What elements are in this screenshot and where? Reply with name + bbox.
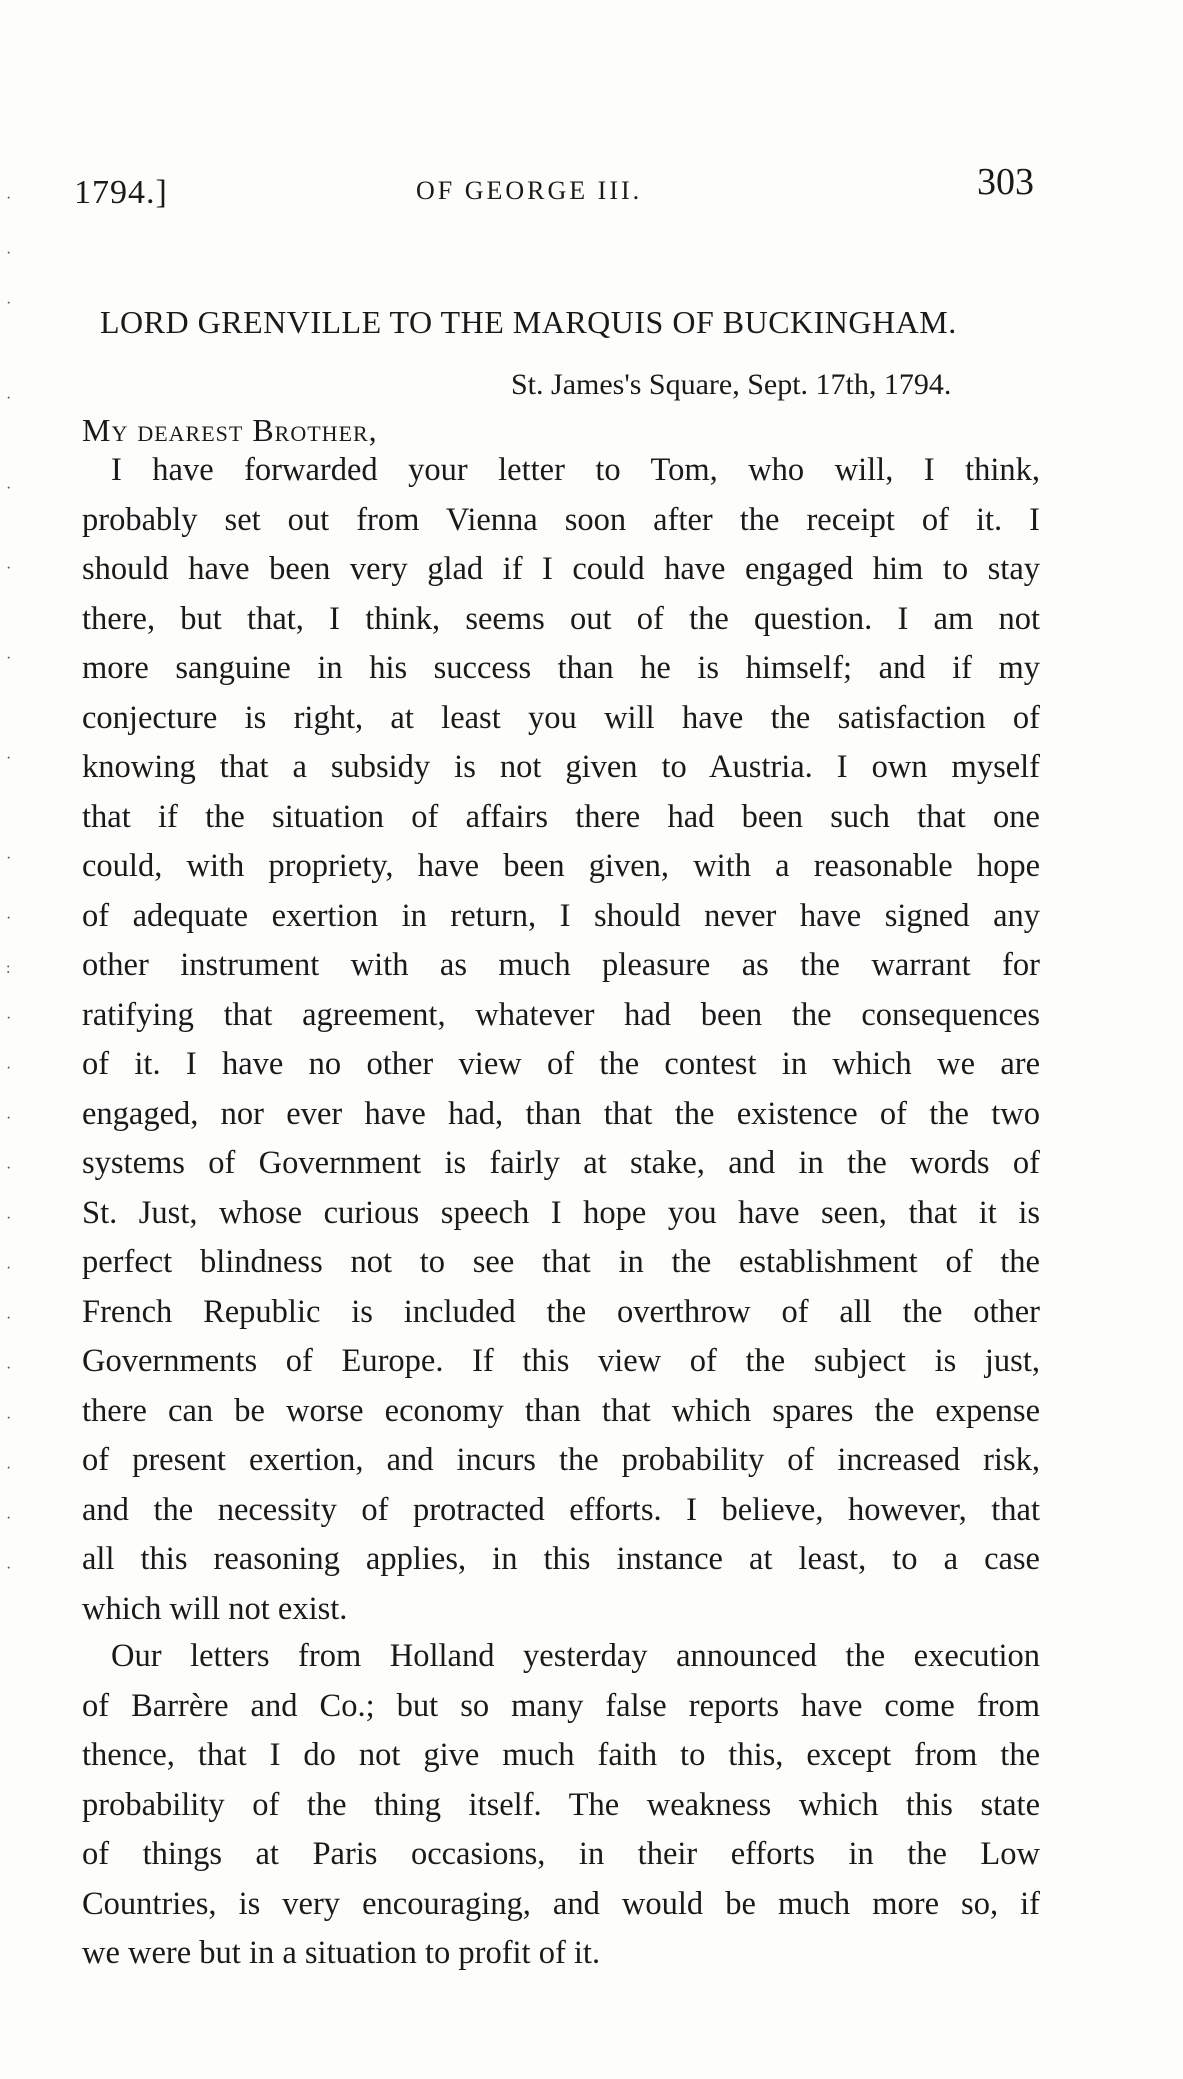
text-line: of things at Paris occasions, in their efforts in the Low xyxy=(82,1836,1040,1872)
letter-title: LORD GRENVILLE TO THE MARQUIS OF BUCKINGHAM. xyxy=(100,304,957,340)
text-line: that if the situation of affairs there had been such that one xyxy=(82,798,1040,835)
running-head-year: 1794.] xyxy=(74,174,168,211)
bleed-through-margin: · · · · · · · · · · : · · · · · · · · · · · · xyxy=(6,190,12,1577)
text-line: St. Just, whose curious speech I hope you have seen, that it is xyxy=(82,1194,1040,1231)
text-line: there can be worse economy than that which spares the expense xyxy=(82,1392,1040,1429)
text-line: all this reasoning applies, in this instance at least, to a case xyxy=(82,1541,1040,1577)
text-line: and the necessity of protracted efforts. I believe, however, that xyxy=(82,1491,1040,1528)
text-line: should have been very glad if I could have engaged him to stay xyxy=(82,551,1040,587)
text-line: more sanguine in his success than he is himself; and if my xyxy=(82,650,1040,686)
text-line: conjecture is right, at least you will have the satisfaction of xyxy=(82,699,1040,736)
paragraph-2 xyxy=(82,1632,1040,1979)
running-head-title: OF GEORGE III. xyxy=(416,176,643,205)
text-line: of present exertion, and incurs the probability of increased risk, xyxy=(82,1442,1040,1478)
text-line: probably set out from Vienna soon after the receipt of it. I xyxy=(82,501,1040,538)
letter-salutation: My dearest Brother, xyxy=(82,412,378,448)
text-line: Governments of Europe. If this view of the subject is just, xyxy=(82,1343,1040,1379)
text-line: Our letters from Holland yesterday announced the execution xyxy=(111,1638,1040,1674)
text-line: of Barrère and Co.; but so many false reports have come from xyxy=(82,1687,1040,1724)
text-line: perfect blindness not to see that in the establishment of the xyxy=(82,1244,1040,1280)
text-line: could, with propriety, have been given, with a reasonable hope xyxy=(82,848,1040,884)
letter-dateline: St. James's Square, Sept. 17th, 1794. xyxy=(511,368,952,401)
text-line: I have forwarded your letter to Tom, who will, I think, xyxy=(111,452,1040,488)
text-line: other instrument with as much pleasure as the warrant for xyxy=(82,947,1040,983)
text-line: which will not exist. xyxy=(82,1590,348,1627)
text-line: systems of Government is fairly at stake, and in the words of xyxy=(82,1145,1040,1181)
text-line: engaged, nor ever have had, than that the existence of the two xyxy=(82,1095,1040,1132)
text-line: knowing that a subsidy is not given to Austria. I own myself xyxy=(82,749,1040,785)
paragraph-1 xyxy=(82,446,1040,1634)
text-line: of adequate exertion in return, I should never have signed any xyxy=(82,897,1040,934)
running-head xyxy=(74,160,1034,210)
text-line: of it. I have no other view of the contest in which we are xyxy=(82,1046,1040,1082)
page-number: 303 xyxy=(977,161,1034,203)
text-line: thence, that I do not give much faith to this, except from the xyxy=(82,1737,1040,1773)
text-line: there, but that, I think, seems out of the question. I am not xyxy=(82,600,1040,637)
text-line: we were but in a situation to profit of it. xyxy=(82,1935,601,1971)
text-line: Countries, is very encouraging, and would be much more so, if xyxy=(82,1885,1040,1922)
text-line: French Republic is included the overthrow of all the other xyxy=(82,1293,1040,1330)
text-line: ratifying that agreement, whatever had been the consequences xyxy=(82,996,1040,1033)
text-line: probability of the thing itself. The weakness which this state xyxy=(82,1786,1040,1823)
